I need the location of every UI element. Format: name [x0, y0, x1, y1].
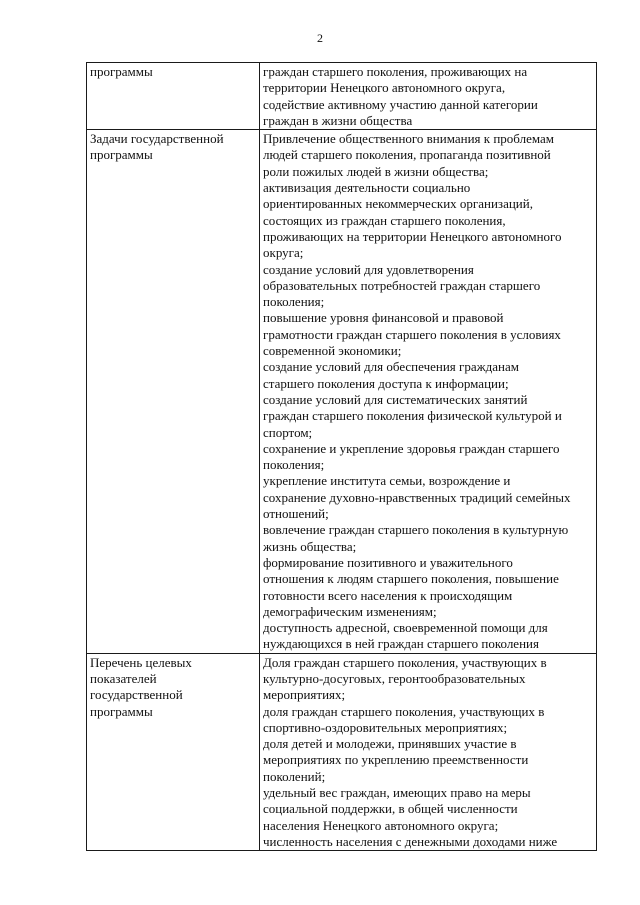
row-label-cell — [87, 130, 260, 654]
content-line: населения Ненецкого автономного округа; — [263, 817, 499, 833]
content-line: мероприятиях по укреплению преемственности — [263, 752, 529, 768]
content-line: граждан в жизни общества — [263, 112, 413, 128]
content-line: поколения; — [263, 457, 325, 473]
content-line: активизация деятельности социально — [263, 180, 471, 196]
content-line: граждан старшего поколения физической культурой и — [263, 408, 562, 424]
content-line: роли пожилых людей в жизни общества; — [263, 163, 489, 179]
content-line: жизнь общества; — [263, 538, 357, 554]
content-line: создание условий для обеспечения гражданам — [263, 359, 519, 375]
content-line: Привлечение общественного внимания к проблемам — [263, 131, 554, 147]
row-content-cell — [260, 63, 597, 130]
content-line: укрепление института семьи, возрождение и — [263, 473, 511, 489]
label-line: показателей — [90, 670, 157, 686]
content-line: формирование позитивного и уважительного — [263, 554, 513, 570]
content-line: демографическим изменениям; — [263, 603, 437, 619]
content-line: старшего поколения доступа к информации; — [263, 375, 509, 391]
content-line: содействие активному участию данной категории — [263, 96, 538, 112]
content-line: нуждающихся в ней граждан старшего поколения — [263, 636, 539, 652]
content-line: создание условий для систематических занятий — [263, 391, 528, 407]
table-row — [87, 63, 597, 130]
content-line: современной экономики; — [263, 343, 402, 359]
content-line: доступность адресной, своевременной помощи для — [263, 620, 548, 636]
content-line: численность населения с денежными доходами ниже — [263, 833, 558, 849]
label-line: Перечень целевых — [90, 654, 192, 670]
content-line: сохранение духовно-нравственных традиций семейных — [263, 489, 571, 505]
program-passport-table — [86, 62, 597, 851]
content-line: отношений; — [263, 506, 329, 522]
content-line: состоящих из граждан старшего поколения, — [263, 212, 506, 228]
content-line: спортом; — [263, 424, 313, 440]
content-line: образовательных потребностей граждан старшего — [263, 277, 541, 293]
page-number: 2 — [317, 31, 323, 45]
content-line: вовлечение граждан старшего поколения в культурную — [263, 522, 569, 538]
content-line: поколений; — [263, 768, 326, 784]
content-line: создание условий для удовлетворения — [263, 261, 474, 277]
content-line: отношения к людям старшего поколения, повышение — [263, 571, 559, 587]
content-line: территории Ненецкого автономного округа, — [263, 80, 506, 96]
row-label-cell — [87, 63, 260, 130]
content-line: социальной поддержки, в общей численности — [263, 801, 518, 817]
row-content-cell — [260, 130, 597, 654]
content-line: удельный вес граждан, имеющих право на меры — [263, 785, 531, 801]
row-label-cell — [87, 653, 260, 851]
label-line: Задачи государственной — [90, 131, 224, 147]
content-line: ориентированных некоммерческих организаций, — [263, 196, 533, 212]
content-line: округа; — [263, 245, 304, 261]
label-line: программы — [90, 64, 153, 79]
content-line: людей старшего поколения, пропаганда позитивной — [263, 147, 551, 163]
content-line: спортивно-оздоровительных мероприятиях; — [263, 719, 508, 735]
table-row — [87, 130, 597, 654]
row-content-cell — [260, 653, 597, 851]
content-line: доля граждан старшего поколения, участвующих в — [263, 703, 545, 719]
label-line: государственной — [90, 687, 183, 703]
content-line: мероприятиях; — [263, 687, 346, 703]
label-line: программы — [90, 703, 153, 719]
content-line: Доля граждан старшего поколения, участвующих в — [263, 654, 547, 670]
content-line: граждан старшего поколения, проживающих на — [263, 64, 528, 79]
content-line: культурно-досуговых, геронтообразовательных — [263, 670, 526, 686]
content-line: грамотности граждан старшего поколения в условиях — [263, 326, 561, 342]
table-row — [87, 653, 597, 851]
content-line: доля детей и молодежи, принявших участие в — [263, 736, 517, 752]
content-line: готовности всего населения к происходящим — [263, 587, 513, 603]
label-line: программы — [90, 147, 153, 163]
content-line: сохранение и укрепление здоровья граждан старшего — [263, 440, 560, 456]
content-line: проживающих на территории Ненецкого автономного — [263, 228, 562, 244]
content-line: повышение уровня финансовой и правовой — [263, 310, 504, 326]
content-line: поколения; — [263, 294, 325, 310]
